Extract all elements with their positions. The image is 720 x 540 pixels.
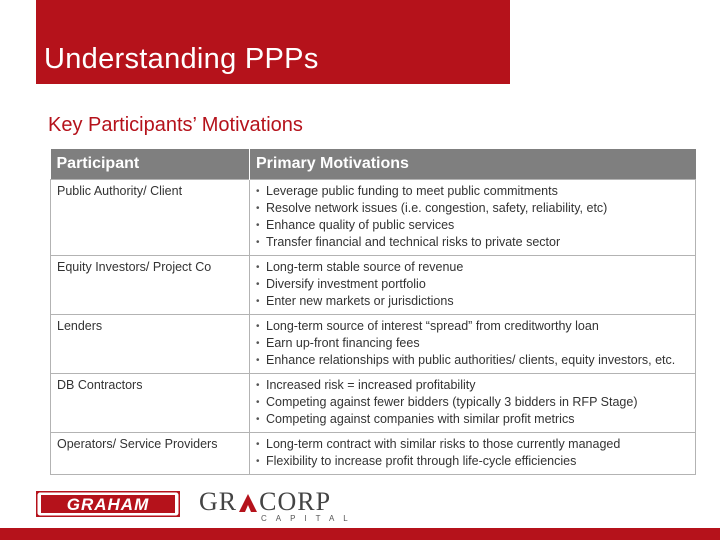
gracorp-logo <box>199 488 357 523</box>
participant-cell: Lenders <box>51 315 250 374</box>
motivations-cell <box>250 180 696 256</box>
column-header-motivations: Primary Motivations <box>250 149 696 180</box>
list-item: • Enter new markets or jurisdictions <box>256 293 689 310</box>
motivation-list <box>256 259 689 310</box>
participant-cell: Operators/ Service Providers <box>51 433 250 475</box>
title-bar <box>36 0 510 84</box>
participant-cell: Public Authority/ Client <box>51 180 250 256</box>
gracorp-logo-icon <box>237 491 259 513</box>
gracorp-subtitle: CAPITAL <box>261 514 357 523</box>
list-item: • Competing against companies with similar profit metrics <box>256 411 689 428</box>
page-title: Understanding PPPs <box>44 43 319 75</box>
motivations-cell <box>250 315 696 374</box>
list-item: • Flexibility to increase profit through life-cycle efficiencies <box>256 453 689 470</box>
motivation-list <box>256 377 689 428</box>
motivation-list <box>256 318 689 369</box>
table-row <box>51 315 696 374</box>
motivations-cell <box>250 433 696 475</box>
list-item: • Enhance relationships with public authorities/ clients, equity investors, etc. <box>256 352 689 369</box>
table-row <box>51 374 696 433</box>
graham-logo-text: GRAHAM <box>66 495 150 514</box>
motivations-cell <box>250 256 696 315</box>
list-item: • Competing against fewer bidders (typically 3 bidders in RFP Stage) <box>256 394 689 411</box>
list-item: • Long-term stable source of revenue <box>256 259 689 276</box>
participant-cell: DB Contractors <box>51 374 250 433</box>
bottom-accent-bar <box>0 528 720 540</box>
list-item: • Long-term contract with similar risks to those currently managed <box>256 436 689 453</box>
section-subtitle: Key Participants’ Motivations <box>48 114 303 136</box>
list-item: • Diversify investment portfolio <box>256 276 689 293</box>
list-item: • Resolve network issues (i.e. congestion, safety, reliability, etc) <box>256 200 689 217</box>
footer-logos <box>36 487 357 524</box>
motivation-list <box>256 183 689 251</box>
motivation-list <box>256 436 689 470</box>
table-header-row <box>51 149 696 180</box>
table-row <box>51 256 696 315</box>
list-item: • Transfer financial and technical risks to private sector <box>256 234 689 251</box>
list-item: • Earn up-front financing fees <box>256 335 689 352</box>
column-header-participant: Participant <box>51 149 250 180</box>
list-item: • Long-term source of interest “spread” from creditworthy loan <box>256 318 689 335</box>
participant-cell: Equity Investors/ Project Co <box>51 256 250 315</box>
list-item: • Increased risk = increased profitability <box>256 377 689 394</box>
motivations-cell <box>250 374 696 433</box>
table-row <box>51 180 696 256</box>
gracorp-name-left: GR <box>199 487 238 516</box>
table-row <box>51 433 696 475</box>
list-item: • Enhance quality of public services <box>256 217 689 234</box>
participants-table <box>50 149 696 475</box>
graham-logo-icon <box>36 491 180 517</box>
gracorp-name-right: CORP <box>259 487 332 516</box>
list-item: • Leverage public funding to meet public commitments <box>256 183 689 200</box>
